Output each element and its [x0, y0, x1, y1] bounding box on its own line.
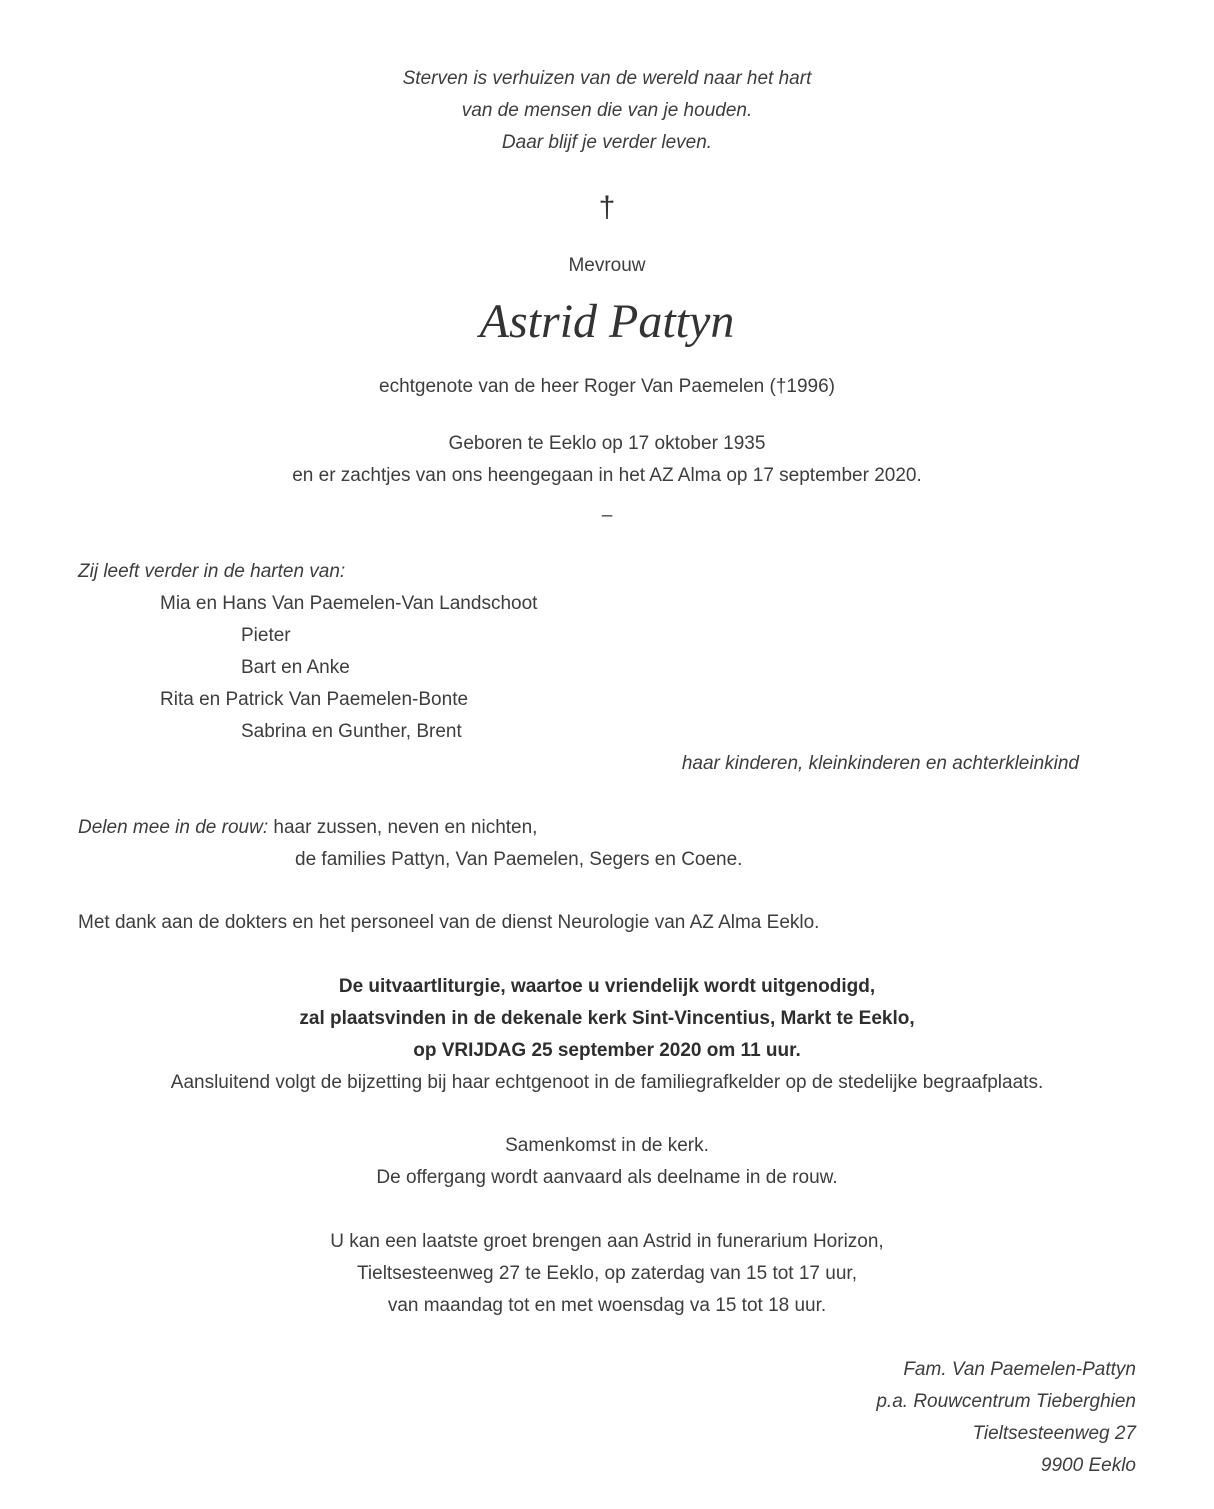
separator: – [601, 505, 613, 526]
mourning-label: Delen mee in de rouw: [78, 817, 269, 838]
mourning-line-1 [78, 816, 537, 840]
address-line-4: 9900 Eeklo [1040, 1455, 1136, 1476]
survivors-heading: Zij leeft verder in de harten van: [78, 561, 346, 582]
visitation-line-2: Tieltsesteenweg 27 te Eeklo, op zaterdag van 15 tot 17 uur, [357, 1263, 857, 1284]
survivor-name: Mia en Hans Van Paemelen-Van Landschoot [160, 593, 538, 614]
poem-line-2: van de mensen die van je houden. [461, 100, 753, 121]
cross-icon: † [598, 191, 616, 224]
birth-line: Geboren te Eeklo op 17 oktober 1935 [448, 433, 766, 454]
funeral-line-1: De uitvaartliturgie, waartoe u vriendelijk wordt uitgenodigd, [338, 976, 876, 997]
address-line-3: Tieltsesteenweg 27 [972, 1423, 1136, 1444]
spouse-line: echtgenote van de heer Roger Van Paemelen (†1996) [379, 376, 835, 397]
poem-line-3: Daar blijf je verder leven. [501, 132, 713, 153]
visitation-line-1: U kan een laatste groet brengen aan Astrid in funerarium Horizon, [330, 1231, 884, 1252]
survivor-name: Rita en Patrick Van Paemelen-Bonte [160, 689, 469, 710]
survivor-name: Pieter [241, 625, 291, 646]
thanks-line: Met dank aan de dokters en het personeel van de dienst Neurologie van AZ Alma Eeklo. [78, 912, 820, 933]
deceased-name: Astrid Pattyn [479, 295, 735, 348]
mourning-relatives: haar zussen, neven en nichten, [273, 817, 538, 838]
visitation-line-3: van maandag tot en met woensdag va 15 tot 18 uur. [387, 1295, 827, 1316]
funeral-line-2: zal plaatsvinden in de dekenale kerk Sint-Vincentius, Markt te Eeklo, [299, 1008, 915, 1029]
poem-line-1: Sterven is verhuizen van de wereld naar het hart [402, 68, 812, 89]
funeral-line-3: op VRIJDAG 25 september 2020 om 11 uur. [413, 1040, 801, 1061]
survivor-name: Sabrina en Gunther, Brent [241, 721, 462, 742]
survivor-name: Bart en Anke [241, 657, 350, 678]
address-line-1: Fam. Van Paemelen-Pattyn [903, 1359, 1136, 1380]
address-line-2: p.a. Rouwcentrum Tieberghien [876, 1391, 1136, 1412]
burial-line: Aansluitend volgt de bijzetting bij haar echtgenoot in de familiegrafkelder op de stedelijke begraafplaats. [170, 1072, 1044, 1093]
death-line: en er zachtjes van ons heengegaan in het AZ Alma op 17 september 2020. [292, 465, 922, 486]
gathering-line-1: Samenkomst in de kerk. [505, 1135, 709, 1156]
mourning-families: de families Pattyn, Van Paemelen, Segers en Coene. [295, 849, 743, 870]
survivors-relation: haar kinderen, kleinkinderen en achterkleinkind [681, 753, 1079, 774]
gathering-line-2: De offergang wordt aanvaard als deelname in de rouw. [376, 1167, 838, 1188]
salutation: Mevrouw [568, 255, 646, 276]
